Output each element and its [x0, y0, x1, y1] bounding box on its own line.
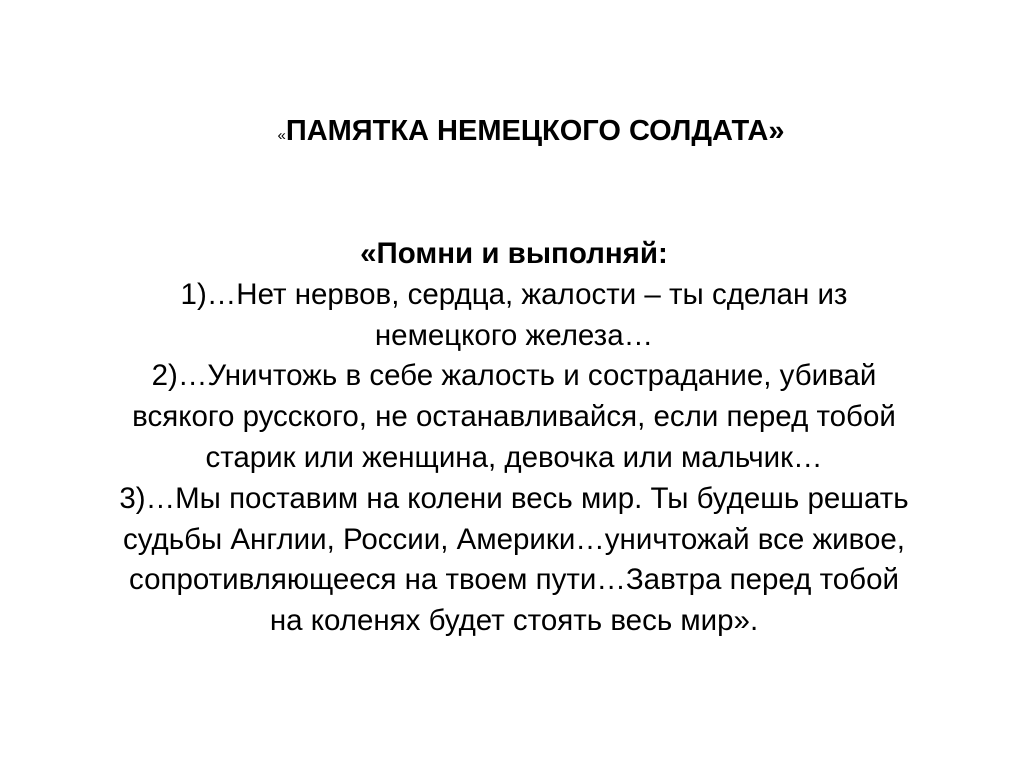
slide-title: [0, 113, 1024, 154]
memo-line: сопротивляющееся на твоем пути…Завтра перед тобой: [129, 563, 899, 597]
memo-line: 3)…Мы поставим на колени весь мир. Ты будешь решать: [119, 481, 909, 515]
memo-text: [40, 234, 988, 642]
memo-line: на коленях будет стоять весь мир».: [269, 604, 759, 638]
memo-line: 2)…Уничтожь в себе жалость и сострадание, убивай: [151, 359, 877, 393]
memo-line: старик или женщина, девочка или мальчик…: [205, 440, 823, 474]
memo-heading: «Помни и выполняй:: [360, 237, 668, 270]
title-open-quote: «: [277, 127, 286, 144]
memo-line: 1)…Нет нервов, сердца, жалости – ты сделан из: [180, 277, 848, 311]
title-text: ПАМЯТКА НЕМЕЦКОГО СОЛДАТА»: [285, 115, 785, 147]
memo-line: всякого русского, не останавливайся, если перед тобой: [132, 400, 896, 434]
memo-line: немецкого железа…: [374, 318, 654, 352]
memo-line: судьбы Англии, России, Америки…уничтожай все живое,: [122, 522, 906, 556]
